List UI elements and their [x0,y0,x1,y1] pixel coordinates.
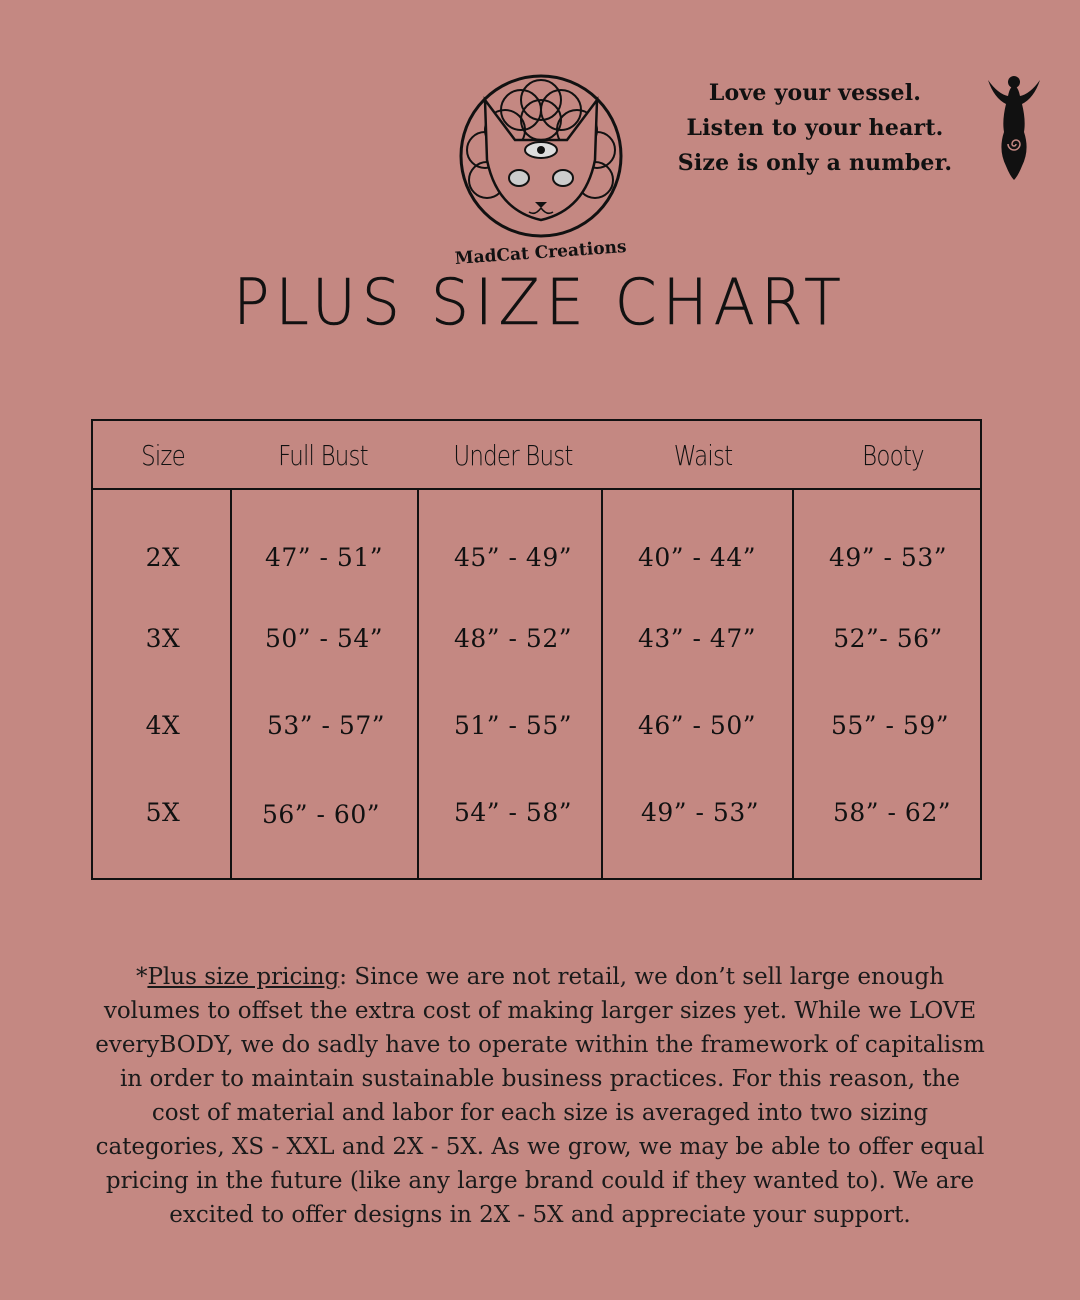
table-cell: 51” - 55” [453,711,573,740]
table-header-row [93,421,980,490]
table-cell: 54” - 58” [453,798,573,827]
tagline [645,76,985,181]
table-cell: 40” - 44” [637,543,757,572]
header-waist: Waist [673,439,733,472]
column-divider [792,490,794,878]
table-cell: 4X [145,711,181,740]
goddess-figure-icon [984,74,1044,182]
table-cell: 2X [145,543,181,572]
table-cell: 48” - 52” [453,624,573,653]
table-cell: 5X [145,798,181,827]
brand-logo-text: MadCat Creations [454,237,628,269]
tagline-line-1: Love your vessel. [708,80,922,106]
table-cell: 3X [145,624,181,653]
table-cell: 45” - 49” [453,543,573,572]
note-body: : Since we are not retail, we don’t sell large enough volumes to offset the extra cost of making larger sizes yet. While we LOVE everyBODY, we do sadly have to operate within the framework of capitalism in order to maintain sustainable business practices. For this reason, the cost of material and labor for each size is averaged into two sizing categories, XS - XXL and 2X - 5X. As we grow, we may be able to offer equal pricing in the future (like any large brand could if they wanted to). We are excited to offer designs in 2X - 5X and appreciate your support. [95,964,985,1228]
table-cell: 49” - 53” [828,543,948,572]
table-cell: 56” - 60” [261,800,381,829]
table-cell: 55” - 59” [830,711,950,740]
size-chart-table [91,419,982,880]
tagline-line-2: Listen to your heart. [686,115,944,141]
note-label: Plus size pricing [147,964,340,990]
column-divider [417,490,419,878]
cat-emblem-icon [445,70,645,270]
header-under-bust: Under Bust [453,439,573,472]
table-cell: 53” - 57” [266,711,386,740]
header-booty: Booty [862,439,924,472]
table-cell: 52”- 56” [833,624,943,653]
table-cell: 46” - 50” [637,711,757,740]
header-size: Size [141,439,185,472]
tagline-line-3: Size is only a number. [677,150,953,176]
note-asterisk: * [135,964,148,990]
madcat-logo [445,70,645,270]
table-cell: 43” - 47” [637,624,757,653]
table-cell: 50” - 54” [264,624,384,653]
table-cell: 58” - 62” [832,798,952,827]
table-cell: 47” - 51” [264,543,384,572]
page-title: PLUS SIZE CHART [233,266,847,340]
header-full-bust: Full Bust [278,439,368,472]
table-cell: 49” - 53” [640,798,760,827]
pricing-note [95,960,985,1232]
